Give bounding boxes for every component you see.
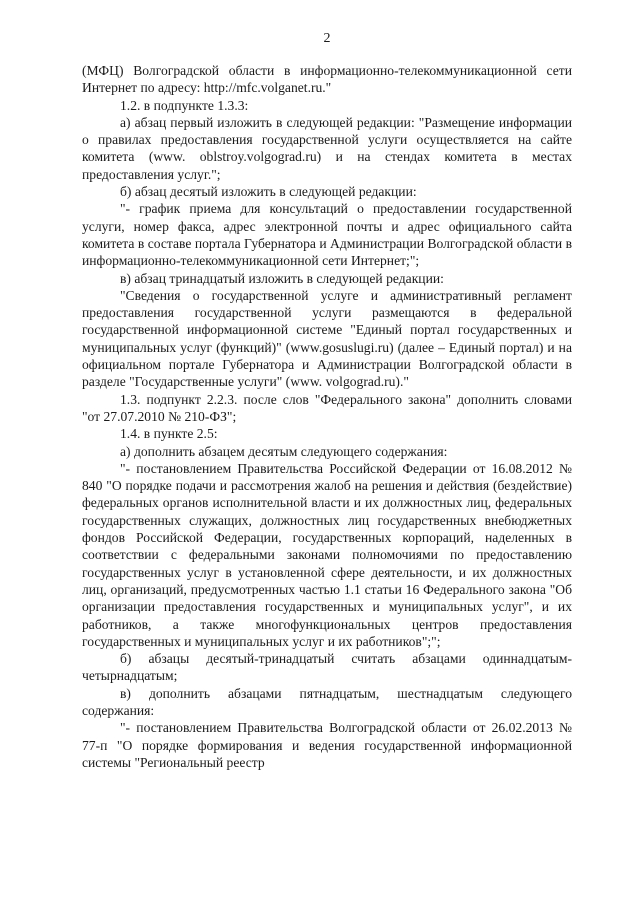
paragraph: 1.4. в пункте 2.5:: [120, 426, 218, 442]
paragraph: а) абзац первый изложить в следующей редакции: "Размещение информации о правилах предоставления государственной услуги осуществляется на сайте комитета (www. oblstroy.volgograd.ru) и на стендах комитета в местах предоставления услуг.";: [82, 114, 572, 182]
paragraph: "- постановлением Правительства Российской Федерации от 16.08.2012 № 840 "О порядке подачи и рассмотрения жалоб на решения и действия (бездействие) федеральных органов исполнительной власти и их должностных лиц, федеральных государственных служащих, должностных лиц государственных внебюджетных фондов Российской Федерации, государственных корпораций, наделенных в соответствии с федеральными законами полномочиями по предоставлению государственных услуг в установленной сфере деятельности, и их должностных лиц, организаций, предусмотренных частью 1.1 статьи 16 Федерального закона "Об организации предоставления государственных и муниципальных услуг", и их работников, а также многофункциональных центров предоставления государственных и муниципальных услуг и их работников";";: [82, 460, 572, 649]
paragraph: б) абзац десятый изложить в следующей редакции:: [120, 184, 417, 200]
paragraph: б) абзацы десятый-тринадцатый считать абзацами одиннадцатым-четырнадцатым;: [82, 651, 572, 684]
paragraph: "- график приема для консультаций о предоставлении государственной услуги, номер факса, адрес электронной почты и адрес официального сайта комитета в составе портала Губернатора и Администрации Волгоградской области в информационно-телекоммуникационной сети Интернет;";: [82, 201, 572, 269]
paragraph: а) дополнить абзацем десятым следующего содержания:: [120, 443, 448, 459]
paragraph: в) абзац тринадцатый изложить в следующей редакции:: [120, 270, 444, 286]
page-number: 2: [323, 31, 331, 46]
paragraph: в) дополнить абзацами пятнадцатым, шестнадцатым следующего содержания:: [82, 685, 572, 718]
paragraph: 1.2. в подпункте 1.3.3:: [120, 97, 249, 113]
paragraph: (МФЦ) Волгоградской области в информационно-телекоммуникационной сети Интернет по адресу: http://mfc.volganet.ru.": [82, 63, 572, 96]
paragraph: 1.3. подпункт 2.2.3. после слов "Федерального закона" дополнить словами "от 27.07.2010 № 210-ФЗ";: [82, 391, 572, 424]
paragraph: "- постановлением Правительства Волгоградской области от 26.02.2013 № 77-п "О порядке формирования и ведения государственной информационной системы "Региональный реестр: [82, 720, 572, 770]
paragraph: "Сведения о государственной услуге и административный регламент предоставления государственной услуги размещаются в федеральной государственной информационной системе "Единый портал государственных и муниципальных услуг (функций)" (www.gosuslugi.ru) (далее – Единый портал) и на официальном портале Губернатора и Администрации Волгоградской области в разделе "Государственные услуги" (www. volgograd.ru).": [82, 287, 572, 390]
